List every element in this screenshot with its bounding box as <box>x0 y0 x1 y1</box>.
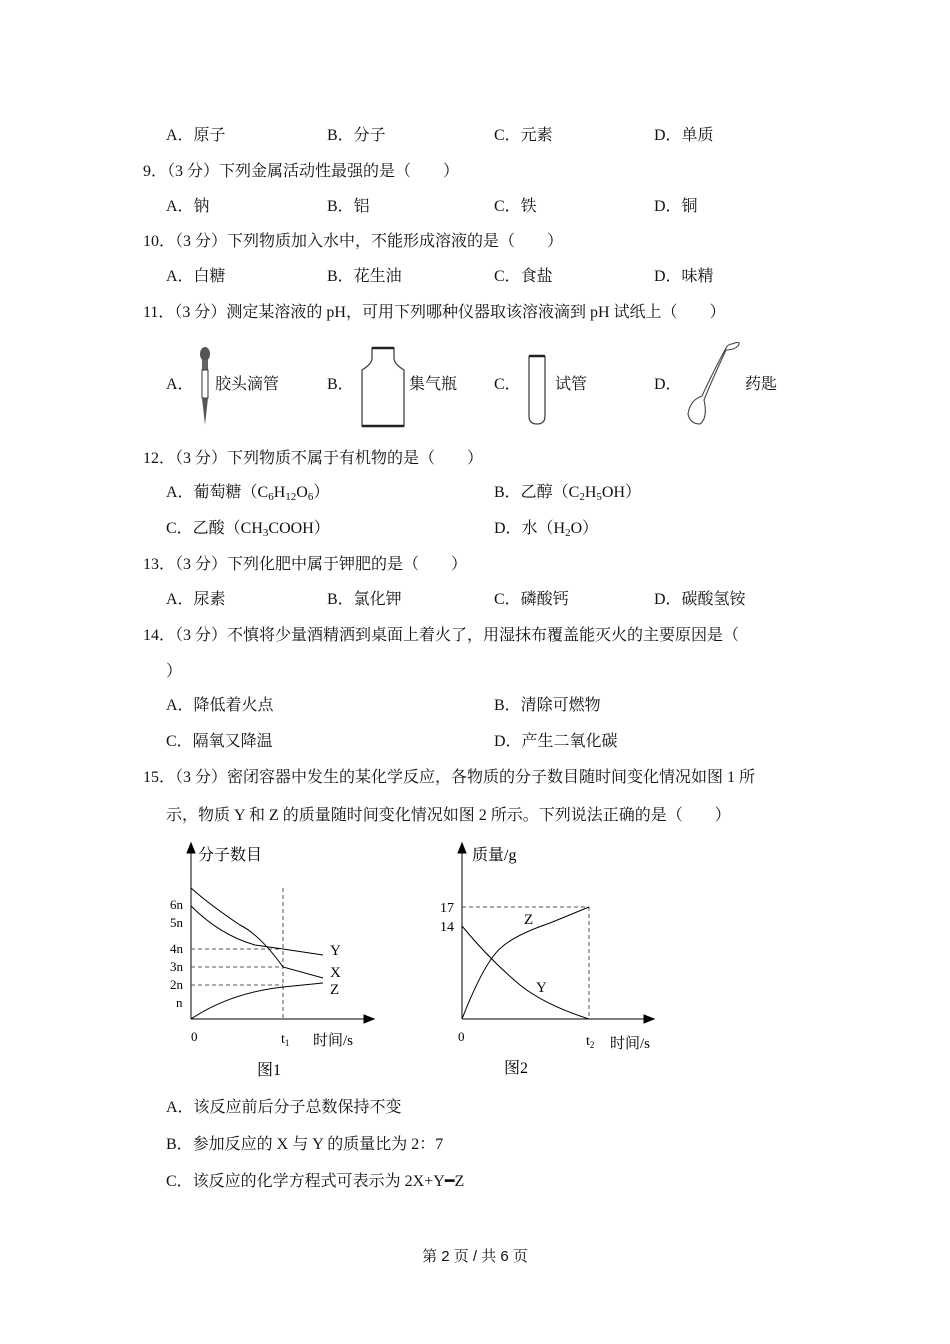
q15-option-b: B．参加反应的 X 与 Y 的质量比为 2：7 <box>166 1136 444 1153</box>
q8-option-a: A．原子 <box>166 127 226 144</box>
tick-4n: 4n <box>170 941 183 956</box>
origin-label: 0 <box>458 1029 465 1044</box>
q11-option-d-name: 药匙 <box>745 376 778 393</box>
figure-1-caption: 图1 <box>257 1062 282 1079</box>
q10-option-a: A．白糖 <box>166 268 226 285</box>
y-axis-arrow-icon <box>458 843 466 853</box>
dropper-icon <box>196 345 216 429</box>
subscript: 2 <box>589 1040 595 1050</box>
q13-option-a: A．尿素 <box>166 591 226 608</box>
subscript: 2 <box>579 491 585 503</box>
curve-x <box>191 888 323 978</box>
q15-stem: 15．（3 分）密闭容器中发生的某化学反应，各物质的分子数目随时间变化情况如图 1 所 <box>143 769 756 786</box>
q11-stem: 11．（3 分）测定某溶液的 pH，可用下列哪种仪器取该溶液滴到 pH 试纸上（ ） <box>143 304 726 321</box>
subscript: 1 <box>284 1038 290 1048</box>
text: O <box>296 484 308 501</box>
figure-2 <box>430 835 670 1085</box>
origin-label: 0 <box>191 1029 198 1044</box>
q12-option-a <box>166 483 329 503</box>
subscript: 2 <box>565 527 571 539</box>
subscript: 6 <box>307 491 314 503</box>
tick-17: 17 <box>440 901 454 916</box>
subscript: 6 <box>268 491 274 503</box>
q13-stem: 13．（3 分）下列化肥中属于钾肥的是（ ） <box>143 556 468 573</box>
q14-stem: 14．（3 分）不慎将少量酒精洒到桌面上着火了，用湿抹布覆盖能灭火的主要原因是（ <box>143 627 740 644</box>
test-tube-icon <box>526 354 550 426</box>
text: COOH） <box>268 520 330 537</box>
q9-option-d: D．铜 <box>654 198 698 215</box>
text: OH） <box>601 484 642 501</box>
q9-stem: 9．（3 分）下列金属活动性最强的是（ ） <box>143 163 460 180</box>
x-axis-arrow-icon <box>364 1015 374 1023</box>
text: O） <box>570 520 599 537</box>
text: H <box>273 484 286 501</box>
tick-3n: 3n <box>170 959 183 974</box>
q14-stem-continued: ） <box>166 663 183 680</box>
q10-stem: 10．（3 分）下列物质加入水中，不能形成溶液的是（ ） <box>143 233 564 250</box>
y-axis-arrow-icon <box>187 843 195 853</box>
q9-option-c: C．铁 <box>494 198 537 215</box>
y-axis-label: 分子数目 <box>198 847 263 864</box>
x-axis-arrow-icon <box>644 1015 654 1023</box>
q8-option-d: D．单质 <box>654 127 714 144</box>
text: t <box>281 1032 285 1047</box>
text: t <box>586 1034 590 1049</box>
t2-label <box>586 1034 594 1050</box>
curve-y <box>462 926 589 1019</box>
q15-stem-continued: 示，物质 Y 和 Z 的质量随时间变化情况如图 2 所示。下列说法正确的是（ ） <box>166 807 731 824</box>
figure-2-caption: 图2 <box>504 1060 529 1077</box>
q11-option-d-letter: D． <box>654 376 682 393</box>
tick-5n: 5n <box>170 915 183 930</box>
q11-option-c-name: 试管 <box>555 376 588 393</box>
curve-y <box>191 906 323 955</box>
tick-2n: 2n <box>170 977 183 992</box>
q14-option-b: B．清除可燃物 <box>494 697 601 714</box>
q8-option-b: B．分子 <box>327 127 386 144</box>
text: A．葡萄糖（C <box>166 484 269 501</box>
q11-option-a-letter: A． <box>166 376 194 393</box>
q14-option-c: C．隔氧又降温 <box>166 733 273 750</box>
subscript: 5 <box>596 491 602 503</box>
figure-1 <box>160 835 390 1085</box>
q14-option-a: A．降低着火点 <box>166 697 274 714</box>
q14-option-d: D．产生二氧化碳 <box>494 733 618 750</box>
subscript: 12 <box>285 491 297 503</box>
q12-option-d <box>494 519 598 539</box>
q11-option-b-letter: B． <box>327 376 354 393</box>
q11-option-b-name: 集气瓶 <box>409 376 458 393</box>
text: ） <box>313 484 330 501</box>
series-label-y: Y <box>536 980 547 996</box>
text: D．水（H <box>494 520 566 537</box>
q12-option-b <box>494 483 641 503</box>
page-footer: 第 2 页 / 共 6 页 <box>422 1248 528 1265</box>
series-label-y: Y <box>330 943 341 959</box>
tick-n: n <box>176 995 183 1010</box>
q10-option-b: B．花生油 <box>327 268 402 285</box>
curve-z <box>191 983 323 1019</box>
tick-14: 14 <box>440 920 454 935</box>
t1-label <box>281 1032 289 1048</box>
x-axis-label: 时间/s <box>313 1033 354 1049</box>
q15-option-a: A．该反应前后分子总数保持不变 <box>166 1099 402 1116</box>
q10-option-c: C．食盐 <box>494 268 553 285</box>
q9-option-a: A．钠 <box>166 198 210 215</box>
series-label-x: X <box>330 965 341 981</box>
q15-option-c: C．该反应的化学方程式可表示为 2X+Y━Z <box>166 1173 465 1190</box>
series-label-z: Z <box>330 982 340 998</box>
q10-option-d: D．味精 <box>654 268 714 285</box>
series-label-z: Z <box>524 912 534 928</box>
gas-bottle-icon <box>358 346 408 428</box>
y-axis-label: 质量/g <box>472 847 517 864</box>
spoon-icon <box>682 340 744 428</box>
q12-stem: 12．（3 分）下列物质不属于有机物的是（ ） <box>143 450 484 467</box>
text: H <box>584 484 597 501</box>
subscript: 3 <box>262 527 269 539</box>
q9-option-b: B．铝 <box>327 198 370 215</box>
q13-option-d: D．碳酸氢铵 <box>654 591 746 608</box>
text: C．乙酸（CH <box>166 520 263 537</box>
q13-option-c: C．磷酸钙 <box>494 591 569 608</box>
q13-option-b: B．氯化钾 <box>327 591 402 608</box>
q8-option-c: C．元素 <box>494 127 553 144</box>
q12-option-c <box>166 519 330 539</box>
q11-option-a-name: 胶头滴管 <box>215 376 280 393</box>
q11-option-c-letter: C． <box>494 376 521 393</box>
text: B．乙醇（C <box>494 484 580 501</box>
tick-6n: 6n <box>170 897 183 912</box>
x-axis-label: 时间/s <box>610 1036 651 1052</box>
